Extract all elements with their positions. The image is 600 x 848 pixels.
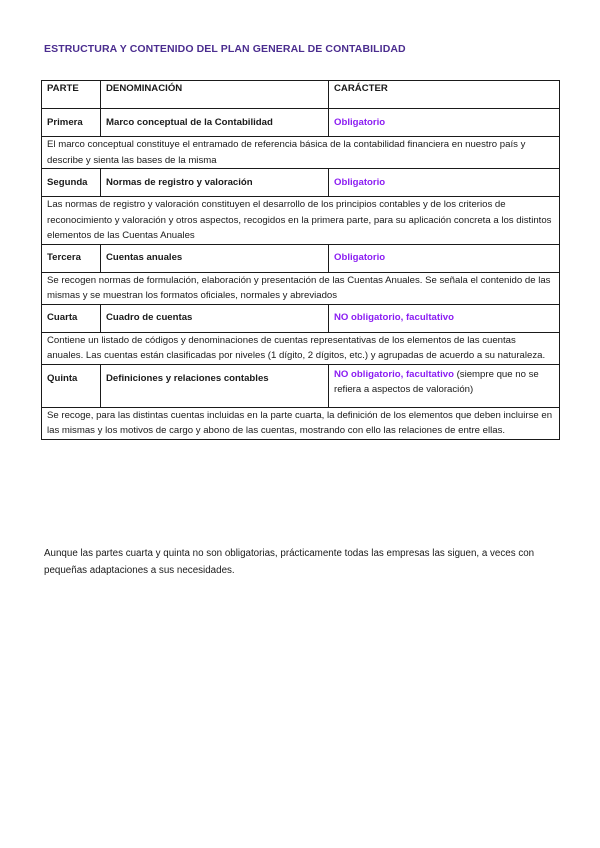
document-heading: ESTRUCTURA Y CONTENIDO DEL PLAN GENERAL DE CONTABILIDAD bbox=[44, 43, 406, 55]
closing-note: Aunque las partes cuarta y quinta no son obligatorias, prácticamente todas las empresas las siguen, a veces con pequeñas adaptaciones a sus necesidades. bbox=[44, 548, 535, 576]
cell-parte: Segunda bbox=[42, 169, 101, 197]
cell-denominacion: Normas de registro y valoración bbox=[101, 169, 329, 197]
cell-caracter bbox=[329, 304, 560, 332]
table-row-quinta-desc bbox=[42, 407, 560, 439]
table-row-segunda-desc bbox=[42, 197, 560, 245]
cell-descripcion: Las normas de registro y valoración constituyen el desarrollo de los principios contables y de los criterios de reconocimiento y valoración y otros aspectos, recogidos en la primera parte, para su aplicación concreta a los distintos elementos de las Cuentas Anuales bbox=[42, 197, 560, 245]
pgc-structure-table bbox=[41, 80, 560, 440]
table-header-row bbox=[42, 81, 560, 109]
cell-caracter bbox=[329, 109, 560, 137]
table-row-primera bbox=[42, 109, 560, 137]
caracter-value: Obligatorio bbox=[334, 252, 386, 264]
cell-parte: Tercera bbox=[42, 244, 101, 272]
cell-caracter bbox=[329, 244, 560, 272]
table-row-cuarta bbox=[42, 304, 560, 332]
cell-denominacion: Definiciones y relaciones contables bbox=[101, 364, 329, 407]
cell-denominacion: Cuadro de cuentas bbox=[101, 304, 329, 332]
cell-denominacion: Cuentas anuales bbox=[101, 244, 329, 272]
cell-parte: Primera bbox=[42, 109, 101, 137]
table-row-cuarta-desc bbox=[42, 332, 560, 364]
table-row-primera-desc bbox=[42, 137, 560, 169]
caracter-value: Obligatorio bbox=[334, 116, 386, 128]
cell-descripcion: Contiene un listado de códigos y denominaciones de cuentas representativas de los elementos de las cuentas anuales. Las cuentas están clasificadas por niveles (1 dígito, 2 dígitos, etc.) y agrupadas de acuerdo a su naturaleza. bbox=[42, 332, 560, 364]
caracter-value: NO obligatorio, facultativo bbox=[334, 368, 454, 380]
cell-descripcion: Se recogen normas de formulación, elaboración y presentación de las Cuentas Anuales. Se señala el contenido de las mismas y se muestran los formatos oficiales, normales y abreviados bbox=[42, 272, 560, 304]
table-row-quinta bbox=[42, 364, 560, 407]
cell-parte: Cuarta bbox=[42, 304, 101, 332]
caracter-extra: (siempre que no se refiera a aspectos de valoración) bbox=[334, 368, 539, 395]
caracter-value: Obligatorio bbox=[334, 176, 386, 188]
cell-descripcion: El marco conceptual constituye el entramado de referencia básica de la contabilidad financiera en nuestro país y describe y sienta las bases de la misma bbox=[42, 137, 560, 169]
cell-parte: Quinta bbox=[42, 364, 101, 407]
header-denominacion: DENOMINACIÓN bbox=[101, 81, 329, 109]
header-caracter: CARÁCTER bbox=[329, 81, 560, 109]
table-row-tercera bbox=[42, 244, 560, 272]
cell-descripcion: Se recoge, para las distintas cuentas incluidas en la parte cuarta, la definición de los elementos que deben incluirse en las mismas y los motivos de cargo y abono de las cuentas, mostrando con ello las relaciones de entre ellas. bbox=[42, 407, 560, 439]
caracter-value: NO obligatorio, facultativo bbox=[334, 312, 454, 324]
table-row-tercera-desc bbox=[42, 272, 560, 304]
cell-caracter bbox=[329, 364, 560, 407]
cell-caracter bbox=[329, 169, 560, 197]
cell-denominacion: Marco conceptual de la Contabilidad bbox=[101, 109, 329, 137]
header-parte: PARTE bbox=[42, 81, 101, 109]
table-row-segunda bbox=[42, 169, 560, 197]
